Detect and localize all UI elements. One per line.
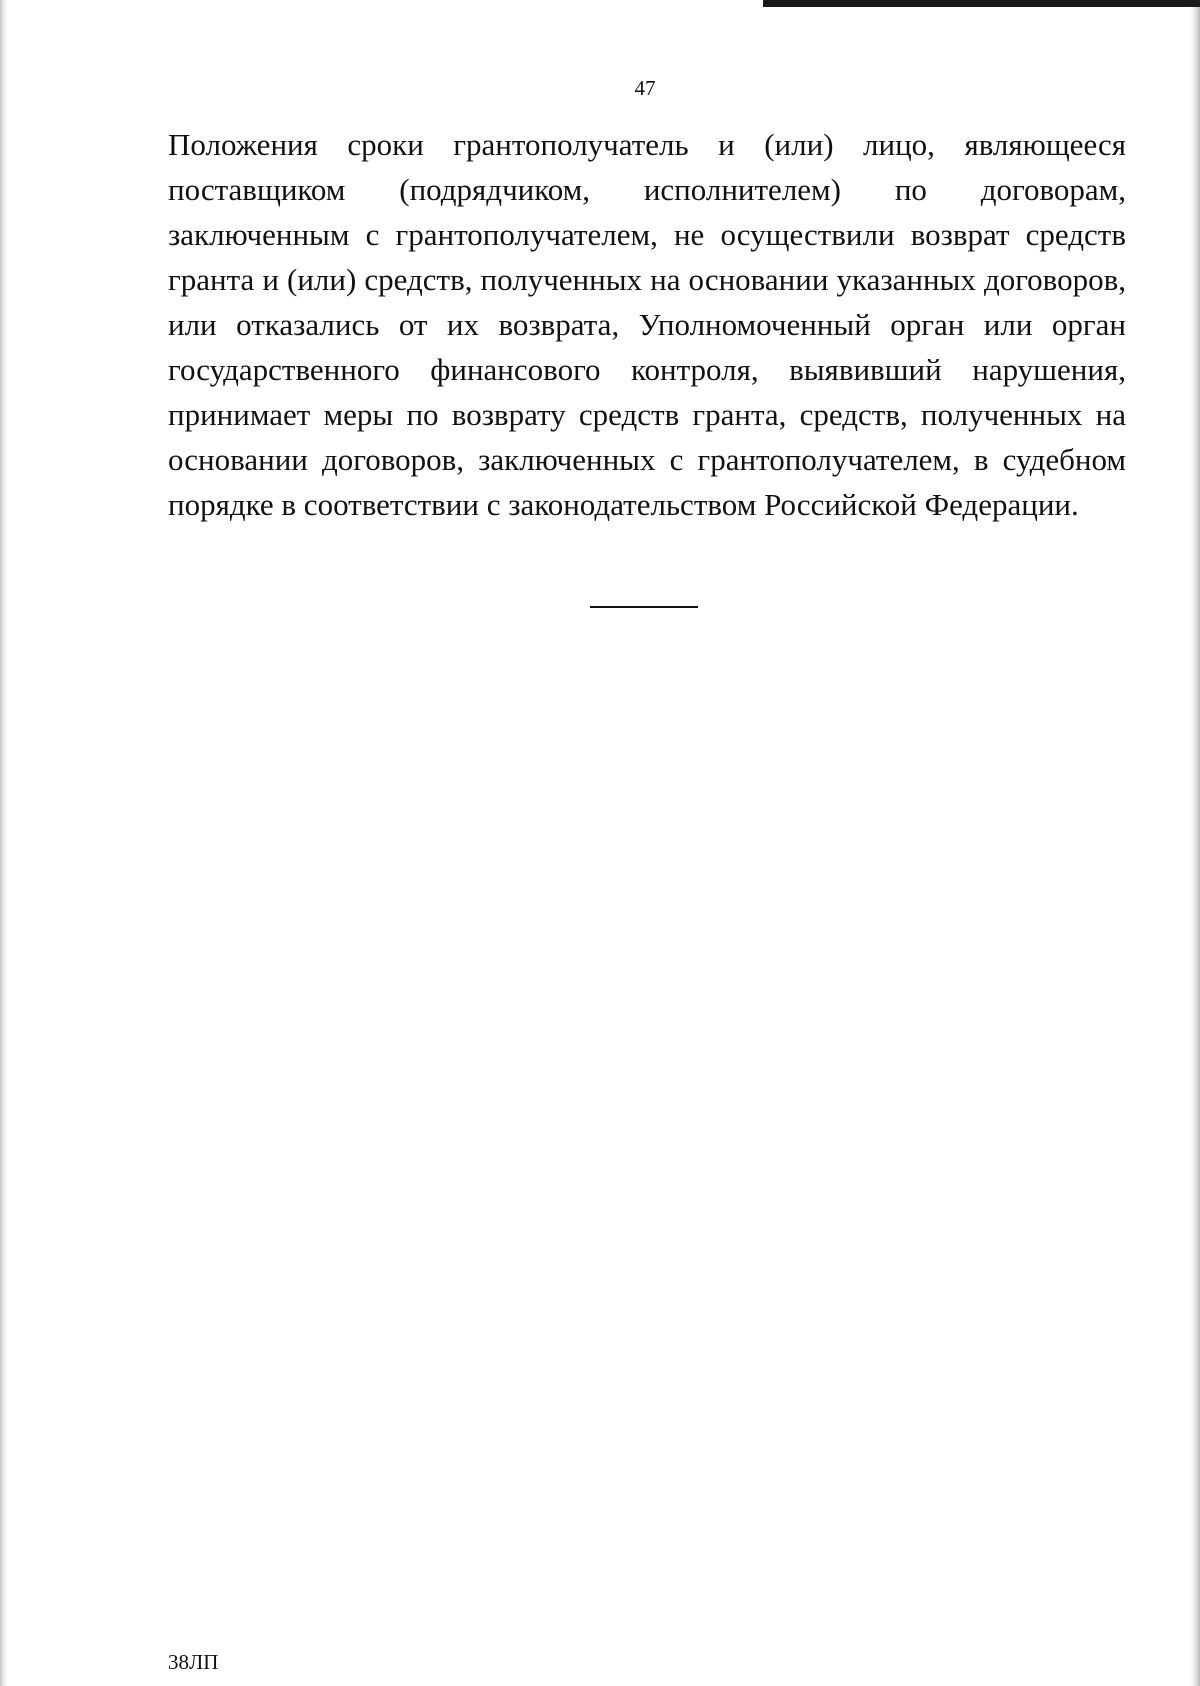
- scan-edge-right: [1190, 0, 1200, 1686]
- page-number: 47: [634, 76, 656, 100]
- scan-edge-top: [763, 0, 1200, 7]
- separator-line: [590, 606, 698, 608]
- scan-edge-left: [0, 0, 8, 1686]
- body-paragraph: Положения сроки грантополучатель и (или) лицо, являющееся поставщиком (подрядчиком, исполнителем) по договорам, заключенным с грантополучателем, не осуществили возврат средств гранта и (или) средств, полученных на основании указанных договоров, или отказались от их возврата, Уполномоченный орган или орган государственного финансового контроля, выявивший нарушения, принимает меры по возврату средств гранта, средств, полученных на основании договоров, заключенных с грантополучателем, в судебном порядке в соответствии с законодательством Российской Федерации.: [168, 127, 1126, 522]
- footer-code: 38ЛП: [168, 1650, 219, 1674]
